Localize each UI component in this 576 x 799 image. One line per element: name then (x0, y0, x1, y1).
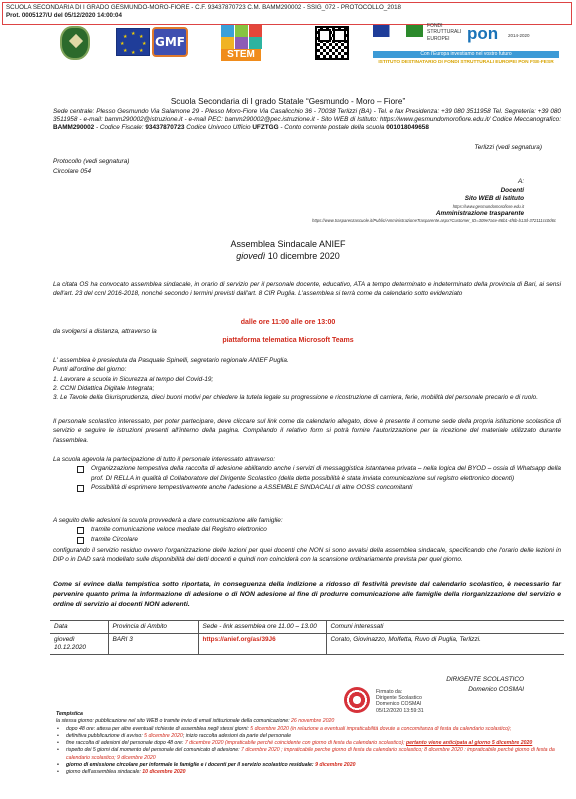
tempistica-row (56, 769, 560, 776)
contacts-text-2: - Codice Fiscale: (94, 124, 146, 131)
meeting-mode: da svolgersi a distanza, attraverso la (53, 328, 157, 335)
tempistica-row (56, 718, 560, 725)
paragraph-agenda (53, 356, 561, 402)
contacts-uff: UFZTGG (252, 124, 279, 131)
table-row (50, 634, 564, 655)
pon-word: pon (467, 24, 499, 43)
stamp-line-1: SCUOLA SECONDARIA DI I GRADO GESMUNDO-MORO-FIORE - C.F. 93437870723 C.M. BAMM290002 - SSIG_072 - PROTOCOLLO_2018 (6, 4, 401, 11)
stem-word: STEM (221, 49, 261, 61)
agenda-item: 2. CCNI Didattica Digitale Integrata; (53, 384, 155, 392)
header-comuni: Comuni interessati (326, 621, 564, 634)
row-text: definitiva pubblicazione di avviso: (66, 732, 145, 739)
families-item: tramite Circolare (53, 535, 561, 544)
support-item: Possibilità di esprimere tempestivamente anche l'adesione a ASSEMBLE SINDACALI di altre OOSS concomitanti (53, 483, 561, 492)
school-name: Scuola Secondaria di I grado Statale “Gesmundo - Moro – Fiore” (170, 97, 406, 106)
tempistica-row (56, 747, 560, 762)
row-date: 7 dicembre 2020 ; impraticabile perche giorno di festa da calendario scolastico; 8 dicembre 2020 : impraticabile perché giorno di festa da calendario scolastico; 9 dicembre 2020 (66, 747, 555, 761)
stem-tile-teal (249, 37, 262, 49)
signature-name: Domenico COSMAI (468, 685, 524, 693)
support-intro: La scuola agevola la partecipazione di tutto il personale interessato attraverso: (53, 456, 276, 463)
row-after: pertanto viene anticipata al giorno 5 dicembre 2020 (406, 740, 533, 747)
row-after: ; inizio raccolta adesioni da parte del personale (182, 732, 291, 739)
row-date: 5 dicembre 2020 (144, 732, 183, 739)
paragraph-participation: Il personale scolastico interessato, per poter partecipare, deve cliccare sul link come da calendario allegato, dove è presente il comune sede della propria istituzione scolastica di servizio e seguire le istruzioni presenti all'interno della pagina. Compilando il relativo form si potrà fornire l'autorizzazione per la ricezione del materiale utilizzato durante l'assemblea. (53, 418, 561, 444)
signature-role: DIRIGENTE SCOLASTICO (446, 676, 524, 683)
row-date: 10 dicembre 2020 (142, 769, 186, 776)
addressee-amm: Amministrazione trasparente (435, 209, 524, 217)
tempistica-row (56, 726, 560, 733)
addressees-label: A: (517, 178, 524, 185)
row-text: giorno dell'assemblea sindacale: (66, 769, 143, 776)
agenda-label: Punti all'ordine del giorno: (53, 366, 127, 374)
paragraph-families (53, 516, 561, 544)
row-text: rispetto dei 5 giorni dal momento del personale del comunicato di adesione: (66, 747, 242, 754)
tempistica-row (56, 762, 560, 769)
cell-province: BARI 3 (108, 634, 198, 655)
contacts-text-4: - Conto corrente postale della scuola (278, 124, 387, 131)
meeting-platform: piattaforma telematica Microsoft Teams (222, 337, 354, 344)
digital-signature-icon (344, 687, 370, 713)
contacts-text-1: Sede centrale: Plesso Gesmundo Via Salamone 29 - Plesso Moro-Fiore Via Casalicchio 36 - 70038 Terlizzi (BA) - Tel. e fax Presidenza: +39 080 3511958 Tel. Segreteria: +39 080 3511958 - e-mail: bamm290002@istruzione.it - e-mail PEC: bamm290002@pec.istruzione.it - Sito WEB di Istituto: https://www.gesmundomorofiore.edu.it/ Codice Meccanografico: (53, 108, 561, 123)
agenda-intro: L' assemblea è presieduta da Pasquale Spinelli, segretario regionale ANIEF Puglia. (53, 357, 289, 364)
paragraph-timing-notice: Come si evince dalla tempistica sotto riportata, in conseguenza della indizione a ridosso di festività previste dal calendario scolastico, è necessario far pervenire quanto prima la informazione di adesione o di NON adesione al fine di produrre comunicazione alle famiglie della riorganizzazione del servizio e ordine di servizio ai docenti NON aderenti. (53, 581, 561, 608)
meeting-time: dalle ore 11:00 alle ore 13:00 (240, 319, 336, 326)
pon-fondi-label: FONDI STRUTTURALI EUROPEI (427, 23, 462, 42)
title-date: 10 dicembre 2020 (265, 251, 340, 262)
title-line-1: Assemblea Sindacale ANIEF (230, 239, 346, 249)
pon-footer: ISTITUTO DESTINATARIO DI FONDI STRUTTURALI EUROPEI PON FSE-FESR (378, 60, 554, 65)
stem-tile-red (249, 25, 262, 37)
schedule-table (50, 620, 564, 655)
place-date: Terlizzi (vedi segnatura) (474, 144, 542, 151)
paragraph-convocation: La citata OS ha convocato assemblea sindacale, in orario di servizio per il personale docente, educativo, ATA a tempo determinato e indeterminato della provincia di Bari, ai sensi dell'art. 23 del ccnl 2016-2018, nonché secondo i termini previsti dall'art. 8 CIR Puglia. L'assemblea si terrà come da calendario sotto evidenziato (53, 281, 561, 298)
cell-link (198, 634, 326, 655)
stem-tile-purple (235, 37, 248, 49)
assembly-link[interactable]: https://anief.org/as/39J6 (202, 636, 276, 643)
sign-line: Dirigente Scolastico (376, 695, 422, 702)
protocol-stamp (2, 2, 572, 25)
stem-tile-yellow (221, 37, 234, 49)
title-line-2 (0, 250, 576, 262)
stem-logo (220, 24, 262, 62)
contacts-cc: 001018049658 (386, 124, 429, 131)
cell-date: giovedì 10.12.2020 (50, 634, 108, 655)
logos-row (60, 23, 566, 73)
cell-comuni: Corato, Giovinazzo, Molfetta, Ruvo di Puglia, Terlizzi. (326, 634, 564, 655)
signature-block (446, 675, 524, 694)
row-text: fine raccolta di adesioni del personale dopo 48 ore: (66, 740, 185, 747)
school-contacts (53, 108, 561, 132)
contacts-text-3: Codice Univoco Ufficio (184, 124, 253, 131)
protocol-block (53, 157, 129, 176)
italian-republic-emblem-icon (60, 26, 90, 60)
document-title (0, 238, 576, 262)
agenda-item: 1. Lavorare a scuola in Sicurezza al tempo del Covid-19; (53, 375, 214, 383)
sito-url: https://www.gesmundomorofiore.edu.it (452, 203, 524, 209)
amm-url: https://www.trasparenzascuole.it/Public/AmministrazioneTrasparente.aspx?Customer_ID=309e7ace-86b1-4f6b-b13d-372111cc0d6c (312, 218, 556, 224)
addressees (312, 178, 556, 224)
schedule-header-row (50, 621, 564, 634)
circular-number: Circolare 054 (53, 167, 92, 175)
row-date: 9 dicembre 2020 (315, 761, 356, 768)
contacts-cf: 93437870723 (145, 124, 185, 131)
addressee-docenti: Docenti (500, 186, 524, 194)
paragraph-residual-service: configurando il servizio residuo ovvero l'organizzazione delle lezioni per quei docenti che NON si sono avvalsi della assemblea sindacale, specificando che l'orario delle lezioni in DIP o in DAD sarà modellato sulle disponibilità dei detti docenti e quindi non coinciderà con la scansione ordinariamente prevista per quel giorno. (53, 547, 561, 564)
row-text: la stessa giorno: pubblicazione nel sito WEB o tramite invio di email istituzionale della comunicazione: (56, 718, 291, 725)
qr-code-icon (315, 26, 349, 60)
stem-tile-blue (221, 25, 234, 37)
families-intro: A seguito delle adesioni la scuola provvederà a dare comunicazione alle famiglie: (53, 517, 283, 524)
row-date: 5 dicembre 2020 (in relazione a eventuali impraticabilità dovute a concomitanza di festa da calendario scolastico); (250, 725, 512, 732)
header-data: Data (50, 621, 108, 634)
pon-bar: Con l'Europa investiamo nel vostro futuro (373, 51, 559, 58)
gmf-school-logo: GMF (152, 27, 188, 57)
eu-flag-icon: ★ ★ ★ ★ ★ ★ ★ ★ (116, 28, 150, 56)
sign-line: 05/12/2020 13:59:31 (376, 707, 424, 714)
agenda-item: 3. Le Tavole della Giurisprudenza, dieci buoni motivi per chiedere la tutela legale su progressione e ricostruzione di carriera, ferie, mobilità del personale precario e di ruolo. (53, 394, 539, 402)
row-text: giorno di emissione circolare per informale le famiglie e i docenti per il servizio scolastico residuale: (66, 761, 316, 768)
tempistica-section (56, 711, 560, 777)
header-sede: Sede - link assemblea ore 11.00 – 13.00 (198, 621, 326, 634)
paragraph-school-support (53, 455, 561, 492)
title-day: giovedì (236, 251, 266, 262)
sign-line: Domenico COSMAI (376, 701, 422, 708)
pon-period: 2014-2020 (508, 33, 530, 38)
families-item: tramite comunicazione veloce mediate dal Registro elettronico (53, 525, 561, 534)
support-item: Organizzazione tempestiva della raccolta di adesione abilitando anche i servizi di messaggistica istantanea privata – nella logica del BYOD – ossia di Whatsapp della prof. DI RELLA in qualità di Collaboratore del Dirigente Scolastico (della detta possibilità è stata inviata comunicazione sul registro elettronico docenti) (53, 464, 561, 483)
tempistica-row (56, 740, 560, 747)
stem-tile-green (235, 25, 248, 37)
sign-line: Firmato da: (376, 689, 403, 695)
stamp-line-2: Prot. 0005127/U del 05/12/2020 14:00:04 (6, 11, 122, 19)
tempistica-title: Tempistica (56, 711, 83, 717)
row-text: dopo 48 ore: attesa per altre eventuali richieste di assemblea negli stessi giorni: (66, 725, 251, 732)
pon-logo (373, 23, 559, 71)
header-provincia: Provincia di Ambito (108, 621, 198, 634)
tempistica-row (56, 733, 560, 740)
contacts-code: BAMM290002 (53, 124, 95, 131)
addressee-sito: Sito WEB di Istituto (464, 195, 524, 203)
flags-icon (373, 25, 423, 37)
row-date: 26 novembre 2020 (291, 718, 335, 725)
protocol-number: Protocollo (vedi segnatura) (53, 158, 130, 165)
row-date: 7 dicembre 2020 (impraticabile perché coincidente con giorno di festa da calendario scolastico); (184, 740, 406, 747)
